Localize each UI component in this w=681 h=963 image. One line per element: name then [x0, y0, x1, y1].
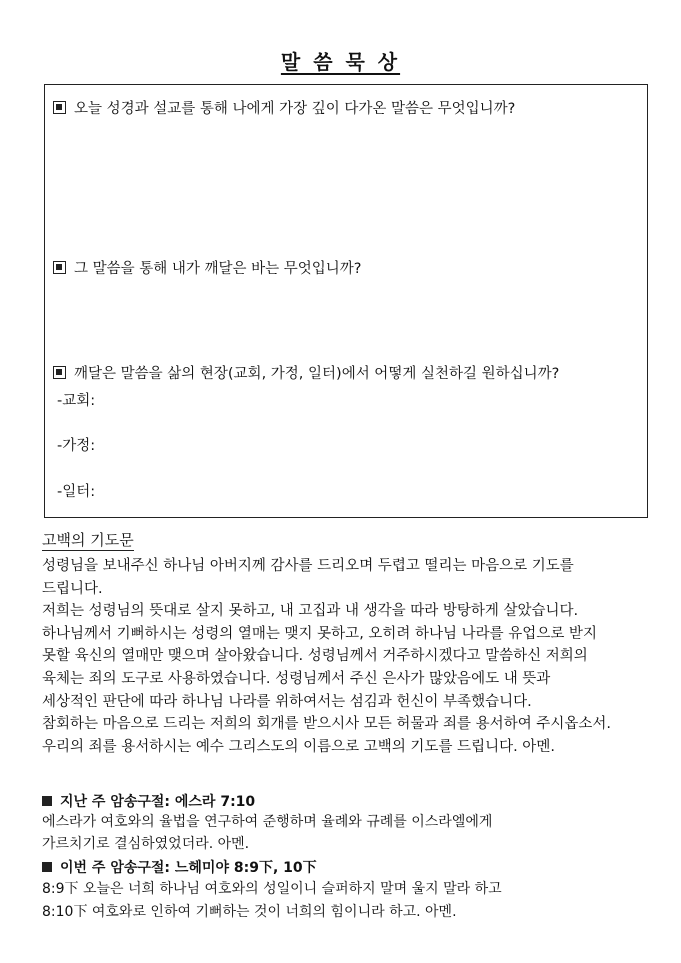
prayer-line: 성령님을 보내주신 하나님 아버지께 감사를 드리오며 두렵고 떨리는 마음으로 기도를: [42, 558, 574, 574]
prayer-line: 우리의 죄를 용서하시는 예수 그리스도의 이름으로 고백의 기도를 드립니다. 아멘.: [42, 738, 555, 755]
prayer-line: 저희는 성령님의 뜻대로 살지 못하고, 내 고집과 내 생각을 따라 방탕하게 살았습니다.: [42, 603, 579, 620]
last-week-heading-text: 지난 주 암송구절: 에스라 7:10: [60, 794, 256, 810]
this-week-verse-line: 8:9下 오늘은 너희 하나님 여호와의 성일이니 슬퍼하지 말며 울지 말라 하고: [42, 881, 502, 897]
question-3-text: 깨달은 말씀을 삶의 현장(교회, 가정, 일터)에서 어떻게 실천하길 원하십니까?: [74, 366, 560, 382]
prayer-body: [42, 555, 662, 758]
prayer-line: 드립니다.: [42, 580, 103, 597]
square-bullet-icon: [53, 101, 66, 114]
last-week-verse-line: 에스라가 여호와의 율법을 연구하여 준행하며 율례와 규례를 이스라엘에게: [42, 814, 493, 830]
last-week-verse-heading: [42, 791, 255, 811]
work-field-label: -일터:: [57, 484, 96, 500]
question-1-text: 오늘 성경과 설교를 통해 나에게 가장 깊이 다가온 말씀은 무엇입니까?: [74, 101, 516, 117]
question-3: [53, 362, 559, 383]
home-field-label: -가정:: [57, 438, 96, 454]
square-bullet-icon: [53, 261, 66, 274]
question-2: [53, 257, 361, 278]
church-field-label: -교회:: [57, 393, 96, 409]
meditation-box: [44, 84, 648, 518]
last-week-verse-line: 가르치기로 결심하였었더라. 아멘.: [42, 836, 250, 852]
page-title-text: 말 씀 묵 상: [280, 50, 401, 74]
this-week-verse-line: 8:10下 여호와로 인하여 기뻐하는 것이 너희의 힘이니라 하고. 아멘.: [42, 904, 457, 920]
prayer-line: 하나님께서 기뻐하시는 성령의 열매는 맺지 못하고, 오히려 하나님 나라를 유업으로 받지: [42, 625, 597, 642]
question-2-text: 그 말씀을 통해 내가 깨달은 바는 무엇입니까?: [74, 261, 362, 277]
black-square-icon: [42, 862, 52, 872]
square-bullet-icon: [53, 366, 66, 379]
prayer-line: 육체는 죄의 도구로 사용하였습니다. 성령님께서 주신 은사가 많았음에도 내 뜻과: [42, 670, 551, 687]
prayer-line: 세상적인 판단에 따라 하나님 나라를 위하여서는 섬김과 헌신이 부족했습니다.: [42, 693, 532, 710]
prayer-title: 고백의 기도문: [42, 531, 134, 549]
prayer-line: 못할 육신의 열매만 맺으며 살아왔습니다. 성령님께서 거주하시겠다고 말씀하신 저희의: [42, 648, 588, 665]
this-week-heading-text: 이번 주 암송구절: 느헤미야 8:9下, 10下: [60, 860, 317, 876]
page-title: [0, 46, 681, 75]
question-1: [53, 97, 515, 118]
prayer-line: 참회하는 마음으로 드리는 저희의 회개를 받으시사 모든 허물과 죄를 용서하여 주시옵소서.: [42, 716, 611, 733]
black-square-icon: [42, 796, 52, 806]
this-week-verse-heading: [42, 857, 317, 877]
